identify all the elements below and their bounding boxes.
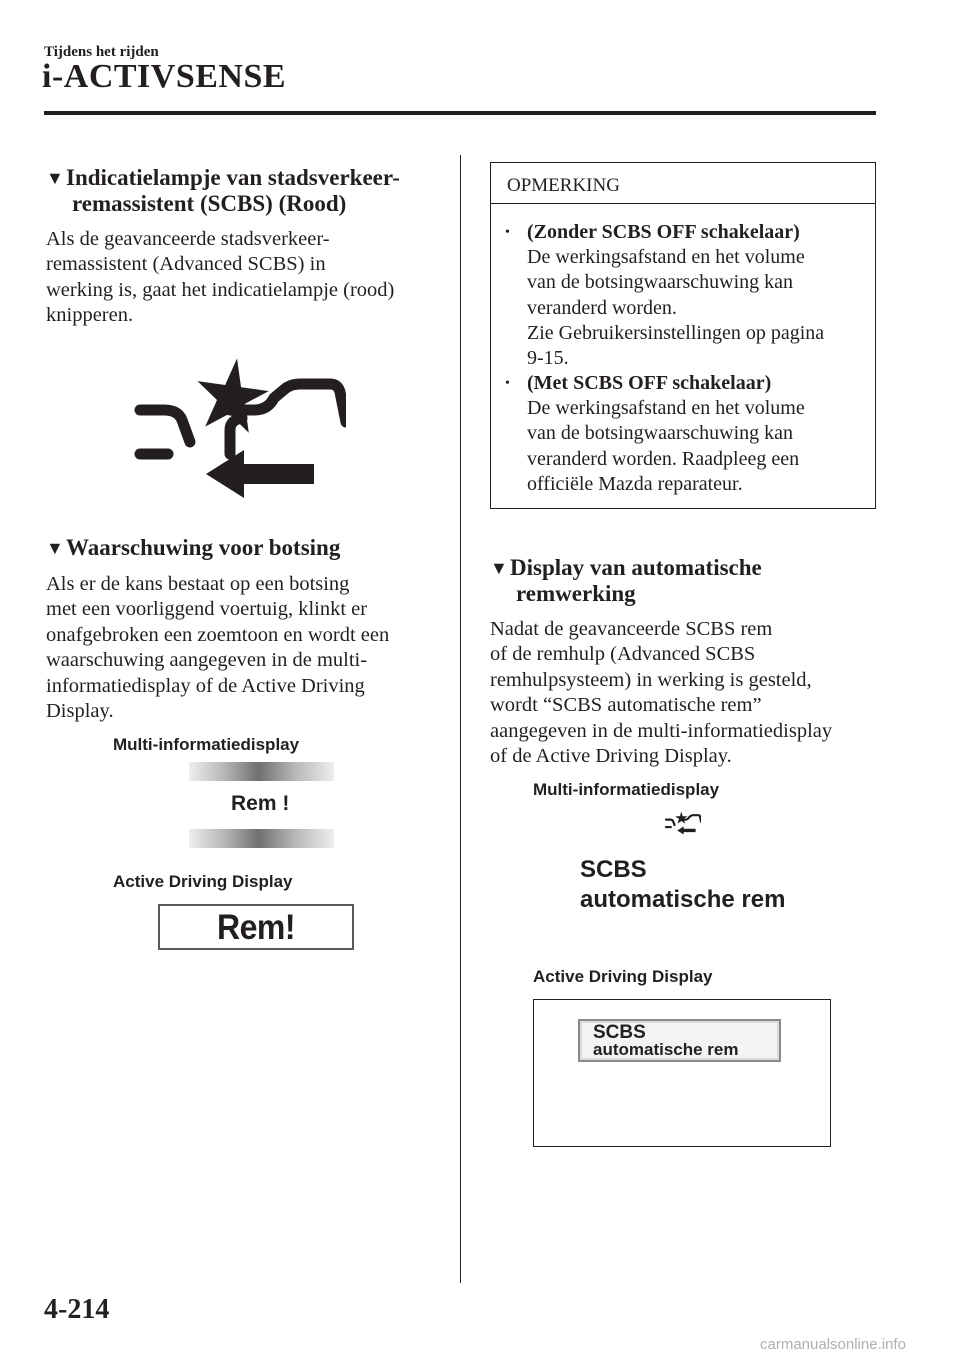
note-rule [491,203,875,204]
figure-label-active-driving-2: Active Driving Display [533,967,713,986]
auto-brake-body: Nadat de geavanceerde SCBS rem of de remhulp (Advanced SCBS remhulpsysteem) in werking is gesteld, wordt “SCBS automatische rem” aangegeven in de multi-informatiedisplay of de Active Driving Display. [490,618,833,768]
figure-label-multi-info-2: Multi-informatiedisplay [533,780,720,799]
multi-info-scbs-message: SCBS automatische rem [580,856,786,913]
bullet-dot-icon: • [505,376,510,391]
heading-auto-brake-display: ▼Display van automatische remwerking [490,555,762,606]
heading-collision-warning: ▼Waarschuwing voor botsing [46,535,341,560]
scbs-indicator-body: Als de geavanceerde stadsverkeer- remassistent (Advanced SCBS) in werking is, gaat het indicatielampje (rood) knipperen. [46,228,395,327]
running-header-title: i-ACTIVSENSE [42,58,287,95]
running-header-section: Tijdens het rijden [44,44,159,60]
bullet-dot-icon: • [505,225,510,240]
triangle-bullet-icon: ▼ [46,538,64,558]
figure-label-multi-info: Multi-informatiedisplay [113,735,300,754]
figure-label-active-driving: Active Driving Display [113,872,293,891]
page-number: 4-214 [44,1294,110,1325]
collision-warning-small-icon [665,810,701,836]
column-divider [460,155,461,1283]
note-box [490,162,876,509]
active-driving-rem-text: Rem! [216,906,295,947]
triangle-bullet-icon: ▼ [46,168,64,188]
active-driving-display-frame [533,999,831,1147]
display-gradient-top [189,762,334,781]
display-gradient-bottom [189,829,334,848]
header-rule [44,111,876,115]
collision-warning-body: Als er de kans bestaat op een botsing met een voorliggend voertuig, klinkt er onafgebroken een zoemtoon en wordt een waarschuwing aangegeven in de multi- informatiedisplay of de Active Driving Display. [46,573,390,723]
multi-info-rem-text: Rem ! [231,792,290,815]
note-item-with-switch: • (Met SCBS OFF schakelaar) De werkingsafstand en het volume van de botsingwaarschuwing kan veranderd worden. Raadpleeg een officiële Mazda reparateur. [505,372,805,495]
collision-warning-icon [134,358,346,502]
active-driving-scbs-badge: SCBS automatische rem [578,1019,781,1062]
watermark-site: carmanualsonline.info [760,1336,906,1353]
note-item-without-switch: • (Zonder SCBS OFF schakelaar) De werkingsafstand en het volume van de botsingwaarschuwing kan veranderd worden. Zie Gebruikersinstellingen op pagina 9-15. [505,221,825,370]
note-title: OPMERKING [507,175,620,196]
triangle-bullet-icon: ▼ [490,558,508,578]
heading-scbs-indicator: ▼Indicatielampje van stadsverkeer- remassistent (SCBS) (Rood) [46,165,400,216]
active-driving-rem-box [158,904,354,950]
